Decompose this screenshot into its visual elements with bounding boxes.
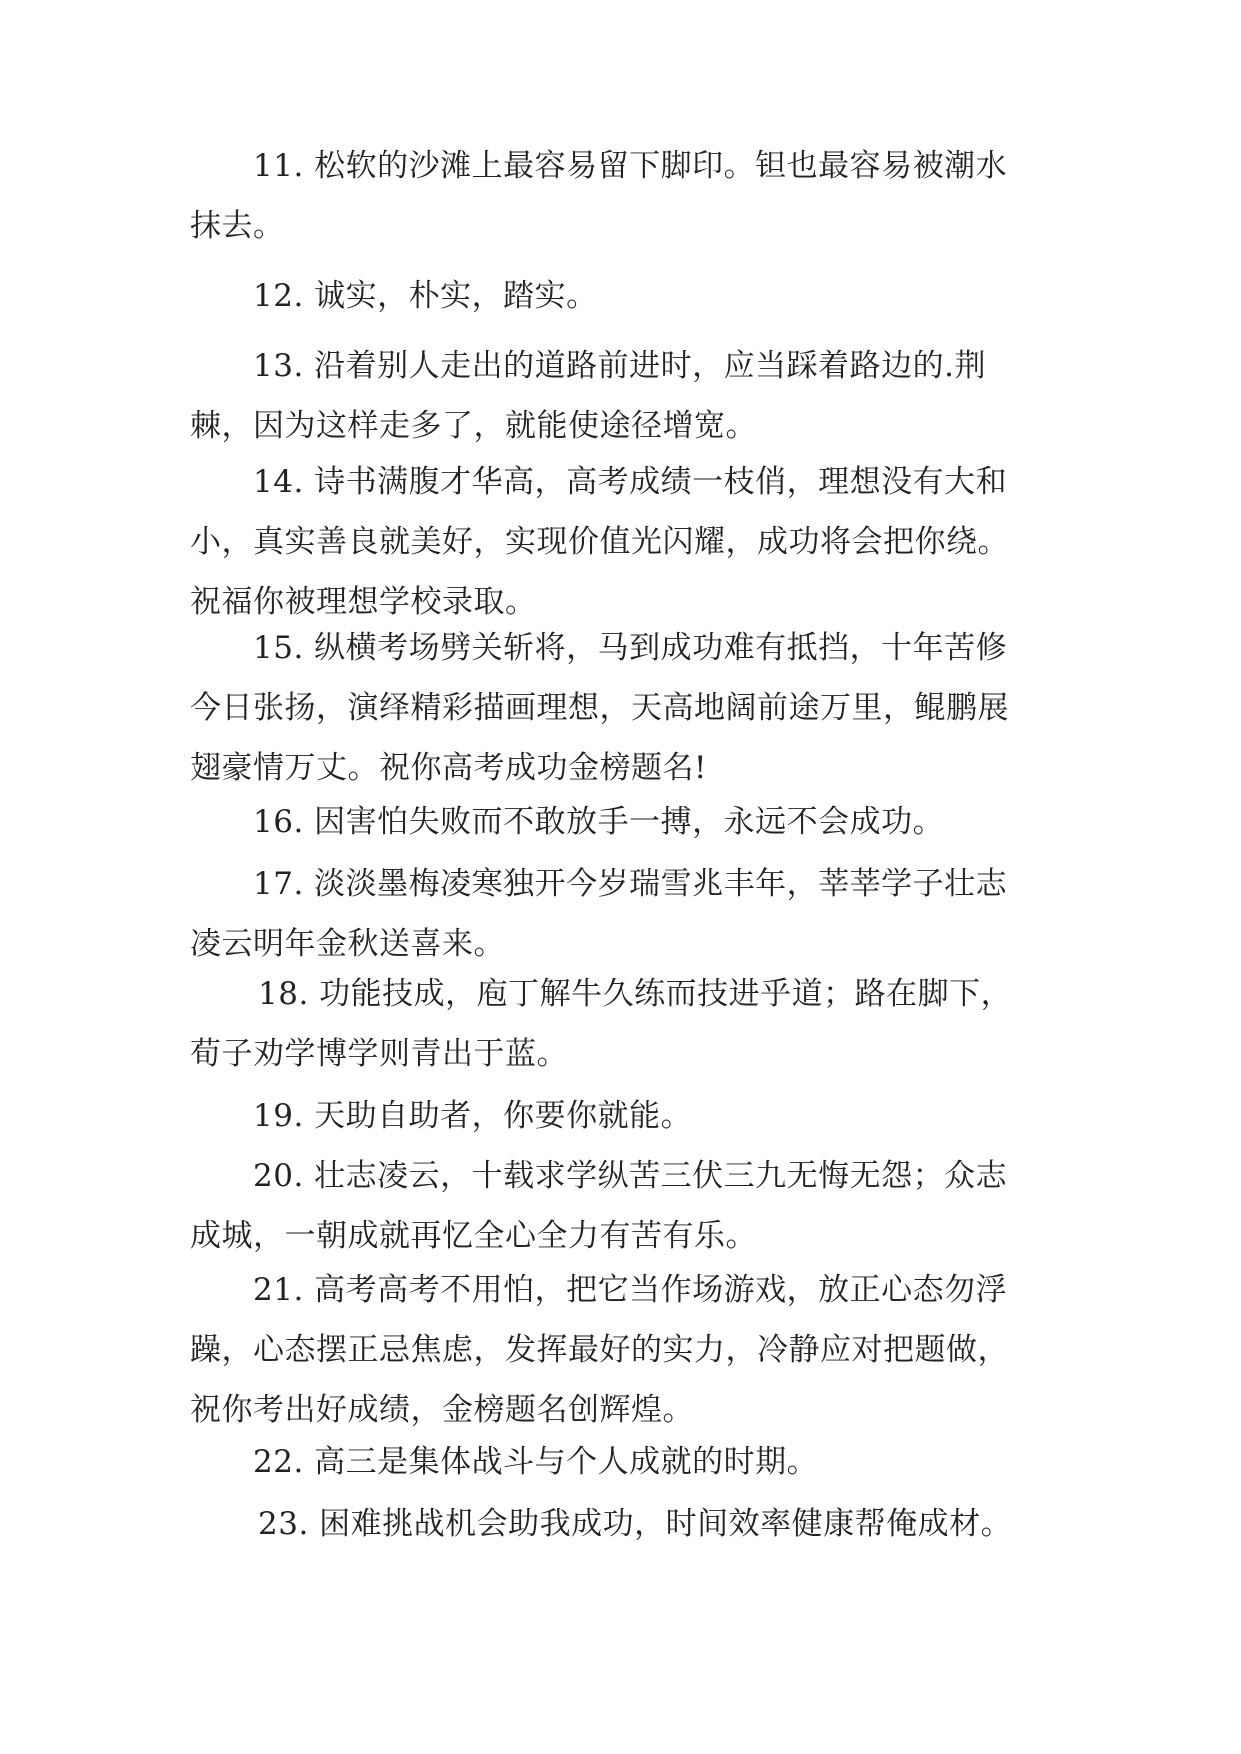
paragraph-11 xyxy=(190,136,1007,256)
paragraph-line: 21. 高考高考不用怕，把它当作场游戏，放正心态勿浮 xyxy=(253,1272,1008,1308)
paragraph-line: 凌云明年金秋送喜来。 xyxy=(190,926,505,962)
paragraph-23 xyxy=(190,1494,1012,1554)
paragraph-19 xyxy=(190,1086,692,1146)
paragraph-line: 祝福你被理想学校录取。 xyxy=(190,584,537,620)
paragraph-line: 抹去。 xyxy=(190,208,285,244)
paragraph-line: 17. 淡淡墨梅凌寒独开今岁瑞雪兆丰年，莘莘学子壮志 xyxy=(253,866,1008,902)
paragraph-line: 翅豪情万丈。祝你高考成功金榜题名! xyxy=(190,750,707,786)
paragraph-line: 今日张扬，演绎精彩描画理想，天高地阔前途万里，鲲鹏展 xyxy=(190,690,1009,726)
paragraph-12 xyxy=(190,266,598,326)
paragraph-line: 躁，心态摆正忌焦虑，发挥最好的实力，冷静应对把题做， xyxy=(190,1332,1009,1368)
paragraph-line: 23. 困难挑战机会助我成功，时间效率健康帮俺成材。 xyxy=(258,1506,1013,1542)
paragraph-21 xyxy=(190,1260,1009,1440)
paragraph-18 xyxy=(190,964,1012,1084)
paragraph-line: 小，真实善良就美好，实现价值光闪耀，成功将会把你绕。 xyxy=(190,524,1009,560)
paragraph-line: 20. 壮志凌云，十载求学纵苦三伏三九无悔无怨；众志 xyxy=(253,1158,1008,1194)
paragraph-line: 13. 沿着别人走出的道路前进时，应当踩着路边的.荆 xyxy=(253,348,987,384)
paragraph-line: 棘，因为这样走多了，就能使途径增宽。 xyxy=(190,408,757,444)
paragraph-line: 15. 纵横考场劈关斩将，马到成功难有抵挡，十年苦修 xyxy=(253,630,1008,666)
paragraph-16 xyxy=(190,792,944,852)
paragraph-line: 18. 功能技成，庖丁解牛久练而技进乎道；路在脚下， xyxy=(258,976,1013,1012)
paragraph-14 xyxy=(190,452,1009,632)
paragraph-22 xyxy=(190,1432,818,1492)
paragraph-13 xyxy=(190,336,986,456)
paragraph-line: 11. 松软的沙滩上最容易留下脚印。钽也最容易被潮水 xyxy=(253,148,1008,184)
paragraph-line: 14. 诗书满腹才华高，高考成绩一枝俏，理想没有大和 xyxy=(253,464,1008,500)
paragraph-line: 22. 高三是集体战斗与个人成就的时期。 xyxy=(253,1444,819,1480)
paragraph-15 xyxy=(190,618,1009,798)
paragraph-line: 16. 因害怕失败而不敢放手一搏，永远不会成功。 xyxy=(253,804,945,840)
paragraph-line: 19. 天助自助者，你要你就能。 xyxy=(253,1098,693,1134)
paragraph-line: 荀子劝学博学则青出于蓝。 xyxy=(190,1036,568,1072)
paragraph-20 xyxy=(190,1146,1007,1266)
paragraph-line: 12. 诚实，朴实，踏实。 xyxy=(253,278,598,314)
paragraph-line: 祝你考出好成绩，金榜题名创辉煌。 xyxy=(190,1392,694,1428)
paragraph-line: 成城，一朝成就再忆全心全力有苦有乐。 xyxy=(190,1218,757,1254)
paragraph-17 xyxy=(190,854,1007,974)
